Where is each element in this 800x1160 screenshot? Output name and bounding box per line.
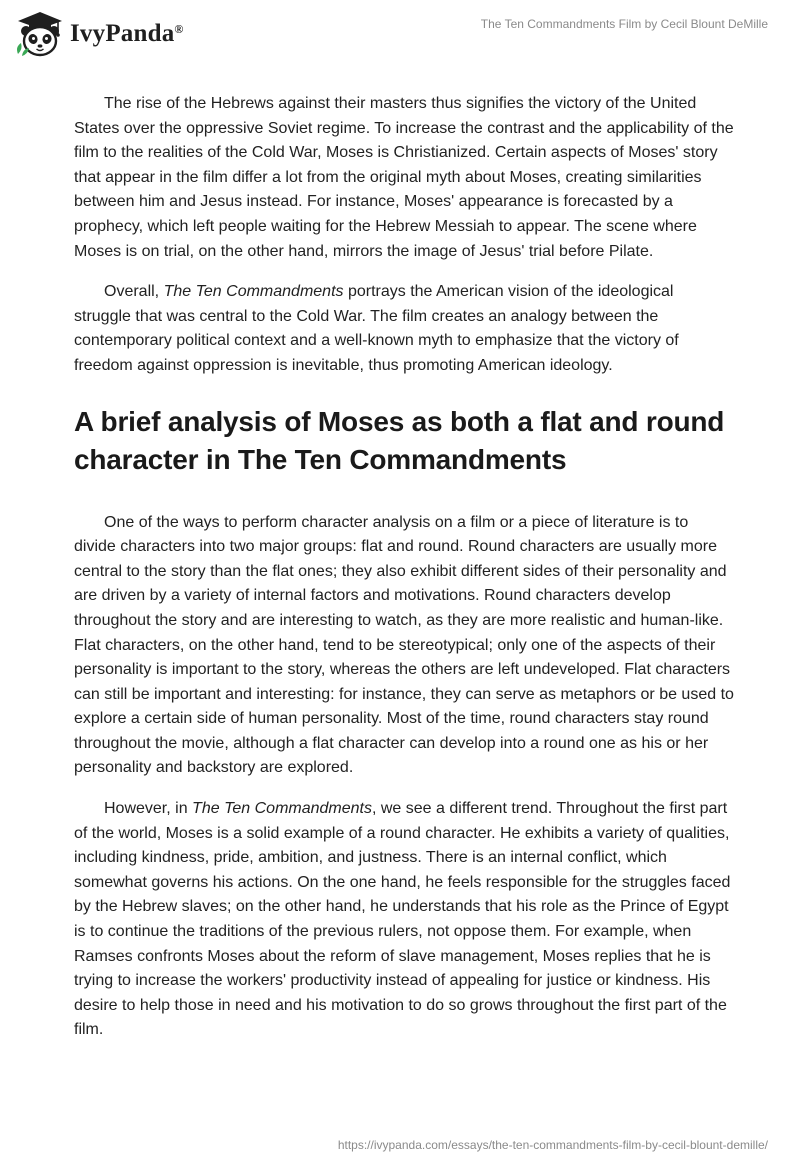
section-heading: A brief analysis of Moses as both a flat and round character in The Ten Commandments — [74, 405, 725, 475]
paragraph-1: The rise of the Hebrews against their masters thus signifies the victory of the United States over the oppressive Soviet regime. To increase the contrast and the applicability of the film to the realities of the Cold War, Moses is Christianized. Certain aspects of Moses' story that appear in the film differ a lot from the original myth about Moses, creating similarities between him and Jesus instead. For instance, Moses' appearance is forecasted by a prophecy, which left people waiting for the Hebrew Messiah to appear. The scene where Moses is on trial, on the other hand, mirrors the image of Jesus' trial before Pilate. — [74, 95, 734, 260]
panda-graduate-icon — [14, 10, 66, 58]
paragraph-4 — [74, 797, 734, 1043]
paragraph-2-text-start: Overall, — [104, 283, 164, 301]
logo-text: IvyPanda — [70, 20, 175, 47]
paragraph-2 — [74, 280, 734, 378]
logo-wordmark — [70, 20, 184, 48]
film-title-italic: The Ten Commandments — [192, 800, 372, 818]
ivypanda-logo[interactable] — [14, 10, 184, 58]
paragraph-4-text-start: However, in — [104, 800, 193, 818]
registered-mark: ® — [174, 22, 184, 36]
document-title: The Ten Commandments Film by Cecil Blount DeMille — [480, 17, 768, 31]
paragraph-2-text-end: portrays the American vision of the ideological struggle that was central to the Cold War. The film creates an analogy between the contemporary political context and a well-known myth to emphasize that the victory of freedom against oppression is inevitable, thus promoting American ideology. — [74, 283, 679, 374]
essay-content — [74, 92, 734, 1059]
film-title-italic: The Ten Commandments — [163, 283, 344, 301]
paragraph-4-text-end: , we see a different trend. Throughout the first part of the world, Moses is a solid example of a round character. He exhibits a variety of qualities, including kindness, pride, ambition, and justness. There is an internal conflict, which somewhat governs his actions. On the one hand, he feels responsible for the struggles faced by the Hebrew slaves; on the other hand, he understands that his role as the Prince of Egypt is to continue the traditions of the previous rulers, not oppose them. For example, when Ramses confronts Moses about the reform of slave management, Moses replies that he is trying to increase the workers' productivity instead of appealing for justice or kindness. His desire to help those in need and his motivation to do so grows throughout the first part of the film. — [74, 800, 731, 1039]
paragraph-3: One of the ways to perform character analysis on a film or a piece of literature is to divide characters into two major groups: flat and round. Round characters are usually more central to the story than the flat ones; they also exhibit different sides of their personality and are driven by a variety of internal factors and motivations. Round characters develop throughout the story and are interesting to watch, as they are more realistic and human-like. Flat characters, on the other hand, tend to be stereotypical; only one of the aspects of their personality is important to the story, whereas the others are left undeveloped. Flat characters can still be important and interesting: for instance, they can serve as metaphors or be used to explore a certain side of human personality. Most of the time, round characters stay round throughout the movie, although a flat character can develop into a round one as his or her personality and backstory are explored. — [74, 513, 734, 777]
page-header — [0, 0, 800, 70]
source-url[interactable]: https://ivypanda.com/essays/the-ten-commandments-film-by-cecil-blount-demille/ — [337, 1138, 768, 1152]
